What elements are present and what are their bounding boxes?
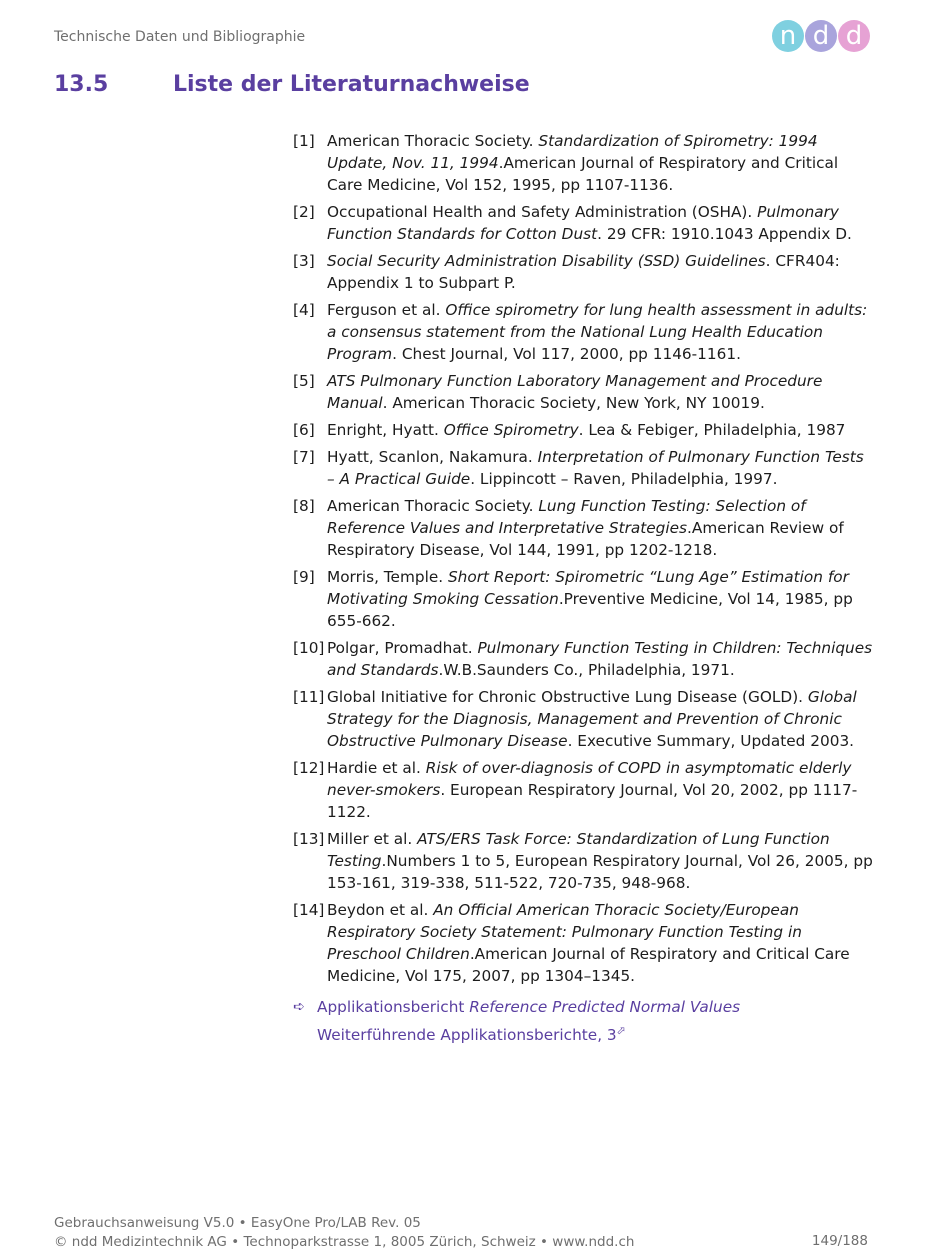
reference-detail: . Lea & Febiger, Philadelphia, 1987 (578, 421, 846, 439)
reference-detail: . European Respiratory Journal, Vol 20, 2002, pp 1117-1122. (327, 781, 858, 821)
reference-detail: . CFR404: Appendix 1 to Subpart P. (327, 252, 840, 292)
reference-text (327, 370, 873, 414)
further-reports-link-row (293, 1019, 873, 1047)
reference-text (327, 495, 873, 561)
reference-number: [11] (293, 688, 325, 706)
reference-number: [4] (293, 301, 315, 319)
reference-item (293, 637, 873, 681)
reference-text (327, 686, 873, 752)
further-reports-label: Weiterführende Applikationsberichte, 3 (317, 1026, 617, 1045)
reference-item (293, 757, 873, 823)
application-report-title: Reference Predicted Normal Values (469, 998, 741, 1016)
reference-item (293, 201, 873, 245)
reference-text (327, 299, 873, 365)
running-header: Technische Daten und Bibliographie (54, 29, 306, 45)
reference-text (327, 566, 873, 632)
reference-number: [7] (293, 448, 315, 466)
reference-title: ATS/ERS Task Force: Standardization of Lung Function Testing (327, 830, 830, 870)
reference-detail: .Preventive Medicine, Vol 14, 1985, pp 655-662. (327, 590, 853, 630)
reference-text (327, 757, 873, 823)
reference-detail: American Thoracic Society. (327, 497, 539, 515)
reference-title: Interpretation of Pulmonary Function Tests – A Practical Guide (327, 448, 864, 488)
reference-title: Short Report: Spirometric “Lung Age” Estimation for Motivating Smoking Cessation (327, 568, 849, 608)
reference-detail: .American Journal of Respiratory and Critical Care Medicine, Vol 175, 2007, pp 1304–1345. (327, 945, 850, 985)
reference-item (293, 446, 873, 490)
reference-item (293, 299, 873, 365)
logo-letter-n: n (772, 20, 804, 52)
reference-title: Office Spirometry (443, 421, 579, 439)
right-arrow-icon: ➪ (293, 999, 305, 1015)
reference-detail: Morris, Temple. (327, 568, 448, 586)
reference-title: Lung Function Testing: Selection of Reference Values and Interpretative Strategies (327, 497, 806, 537)
ndd-logo (772, 20, 871, 52)
application-report-link-row (293, 996, 873, 1019)
section-number: 13.5 (54, 72, 109, 97)
logo-letter-d: d (805, 20, 837, 52)
reference-detail: . Executive Summary, Updated 2003. (567, 732, 855, 750)
reference-number: [10] (293, 639, 325, 657)
reference-number: [12] (293, 759, 325, 777)
reference-number: [9] (293, 568, 315, 586)
reference-title: ATS Pulmonary Function Laboratory Management and Procedure Manual (327, 372, 823, 412)
reference-item (293, 686, 873, 752)
application-report-link[interactable] (317, 996, 740, 1019)
reference-number: [6] (293, 421, 315, 439)
reference-detail: Hardie et al. (327, 759, 426, 777)
footer-line-1: Gebrauchsanweisung V5.0 • EasyOne Pro/LAB Rev. 05 (54, 1215, 421, 1231)
footer-line-2: © ndd Medizintechnik AG • Technoparkstrasse 1, 8005 Zürich, Schweiz • www.ndd.ch (54, 1234, 635, 1250)
reference-detail: Beydon et al. (327, 901, 434, 919)
page-number: 149/188 (811, 1233, 868, 1249)
reference-item (293, 828, 873, 894)
reference-detail: .Numbers 1 to 5, European Respiratory Journal, Vol 26, 2005, pp 153-161, 319-338, 511-522, 720-735, 948-968. (327, 852, 873, 892)
reference-text (327, 250, 873, 294)
reference-detail: Global Initiative for Chronic Obstructive Lung Disease (GOLD). (327, 688, 808, 706)
reference-number: [2] (293, 203, 315, 221)
reference-text (327, 828, 873, 894)
reference-item (293, 419, 873, 441)
reference-text (327, 637, 873, 681)
reference-title: Global Strategy for the Diagnosis, Management and Prevention of Chronic Obstructive Pulmonary Disease (327, 688, 857, 750)
reference-text (327, 201, 873, 245)
reference-detail: Ferguson et al. (327, 301, 446, 319)
reference-number: [3] (293, 252, 315, 270)
reference-detail: American Thoracic Society. (327, 132, 539, 150)
reference-text (327, 419, 873, 441)
reference-title: Pulmonary Function Standards for Cotton Dust (327, 203, 839, 243)
reference-detail: Hyatt, Scanlon, Nakamura. (327, 448, 538, 466)
reference-detail: Enright, Hyatt. (327, 421, 444, 439)
reference-detail: . Lippincott – Raven, Philadelphia, 1997. (470, 470, 778, 488)
reference-text (327, 899, 873, 987)
reference-number: [5] (293, 372, 315, 390)
further-reports-link[interactable] (317, 1019, 626, 1047)
reference-item (293, 130, 873, 196)
reference-title: Office spirometry for lung health assessment in adults: a consensus statement from the National Lung Health Education Program (327, 301, 868, 363)
reference-detail: . Chest Journal, Vol 117, 2000, pp 1146-1161. (392, 345, 741, 363)
reference-detail: Miller et al. (327, 830, 418, 848)
reference-item (293, 899, 873, 987)
external-link-icon: ⬀ (616, 1024, 626, 1037)
reference-number: [1] (293, 132, 315, 150)
reference-detail: . American Thoracic Society, New York, NY 10019. (382, 394, 765, 412)
footer (54, 1214, 634, 1252)
reference-item (293, 370, 873, 414)
reference-number: [8] (293, 497, 315, 515)
reference-title: Standardization of Spirometry: 1994 Update, Nov. 11, 1994 (327, 132, 818, 172)
reference-title: An Official American Thoracic Society/European Respiratory Society Statement: Pulmonary Function Testing in Preschool Children (327, 901, 802, 963)
reference-detail: .American Journal of Respiratory and Critical Care Medicine, Vol 152, 1995, pp 1107-1136. (327, 154, 839, 194)
reference-detail: .American Review of Respiratory Disease, Vol 144, 1991, pp 1202-1218. (327, 519, 844, 559)
application-report-prefix: Applikationsbericht (317, 998, 470, 1016)
reference-detail: .W.B.Saunders Co., Philadelphia, 1971. (438, 661, 735, 679)
reference-item (293, 495, 873, 561)
reference-detail: . 29 CFR: 1910.1043 Appendix D. (597, 225, 852, 243)
reference-item (293, 566, 873, 632)
reference-detail: Occupational Health and Safety Administration (OSHA). (327, 203, 758, 221)
reference-number: [13] (293, 830, 325, 848)
reference-title: Social Security Administration Disability (SSD) Guidelines (327, 252, 766, 270)
logo-letter-d: d (838, 20, 870, 52)
related-links (293, 996, 873, 1047)
reference-item (293, 250, 873, 294)
reference-title: Risk of over-diagnosis of COPD in asymptomatic elderly never-smokers (327, 759, 852, 799)
reference-title: Pulmonary Function Testing in Children: Techniques and Standards (327, 639, 873, 679)
reference-number: [14] (293, 901, 325, 919)
reference-text (327, 130, 873, 196)
section-title: Liste der Literaturnachweise (173, 72, 530, 97)
reference-list (293, 130, 873, 992)
reference-text (327, 446, 873, 490)
reference-detail: Polgar, Promadhat. (327, 639, 478, 657)
